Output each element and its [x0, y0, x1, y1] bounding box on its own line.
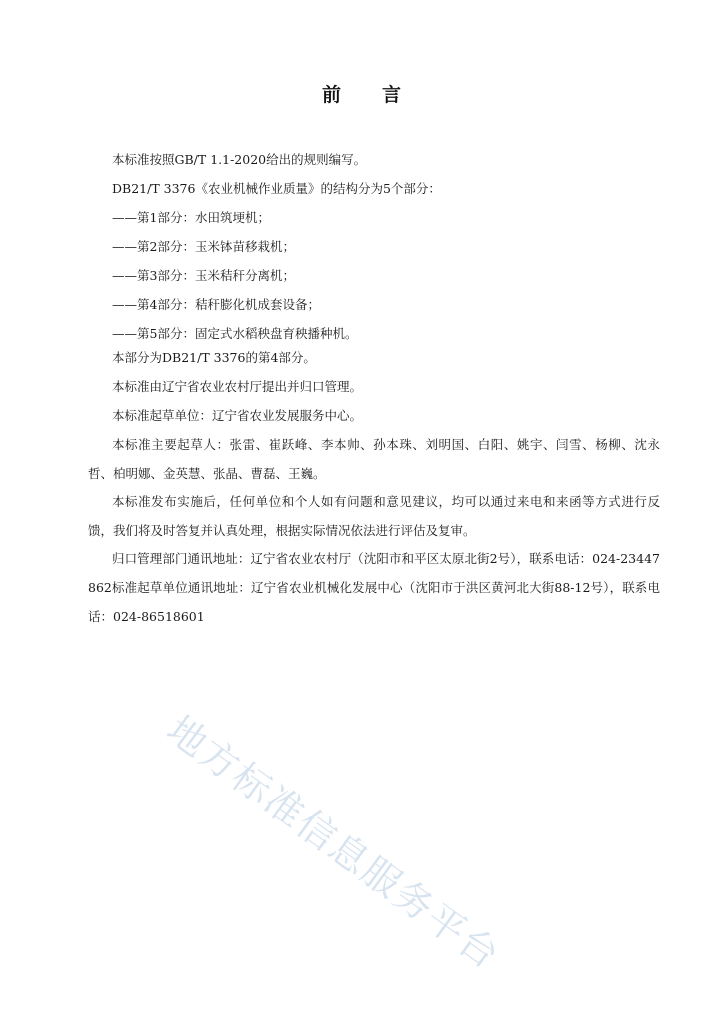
paragraph-structure: DB21/T 3376《农业机械作业质量》的结构分为5个部分： [112, 181, 441, 196]
paragraph-drafting-unit: 本标准起草单位：辽宁省农业发展服务中心。 [112, 408, 363, 423]
paragraph-feedback: 本标准发布实施后，任何单位和个人如有问题和意见建议，均可以通过来电和来函等方式进行反馈，我们将及时答复并认真处理，根据实际情况依法进行评估及复审。 [88, 494, 660, 538]
watermark-text: 地方标准信息服务平台 [158, 707, 509, 979]
list-item-part-1: ——第1部分：水田筑埂机； [112, 210, 270, 225]
paragraph-drafters: 本标准主要起草人：张雷、崔跃峰、李本帅、孙本珠、刘明国、白阳、姚宇、闫雪、杨柳、沈永哲、柏明娜、金英慧、张晶、曹磊、王巍。 [88, 437, 660, 481]
title-char-1: 前 [321, 84, 342, 106]
list-item-part-3: ——第3部分：玉米秸秆分离机； [112, 268, 295, 283]
paragraph-admin-address: 归口管理部门通讯地址：辽宁省农业农村厅（沈阳市和平区太原北街2号），联系电话：024-23447862 [88, 551, 660, 595]
page-title [0, 80, 724, 107]
list-item-part-4: ——第4部分：秸秆膨化机成套设备； [112, 297, 320, 312]
paragraph-drafting-rules: 本标准按照GB/T 1.1-2020给出的规则编写。 [112, 152, 367, 167]
list-item-part-5: ——第5部分：固定式水稻秧盘育秧播种机。 [112, 326, 358, 341]
paragraph-this-part: 本部分为DB21/T 3376的第4部分。 [112, 350, 316, 365]
paragraph-drafter-address: 标准起草单位通讯地址：辽宁省农业机械化发展中心（沈阳市于洪区黄河北大街88-12号），联系电话：024-86518601 [88, 580, 660, 624]
list-item-part-2: ——第2部分：玉米钵苗移栽机； [112, 239, 295, 254]
title-char-2: 言 [382, 84, 403, 106]
paragraph-proposer: 本标准由辽宁省农业农村厅提出并归口管理。 [112, 379, 363, 394]
